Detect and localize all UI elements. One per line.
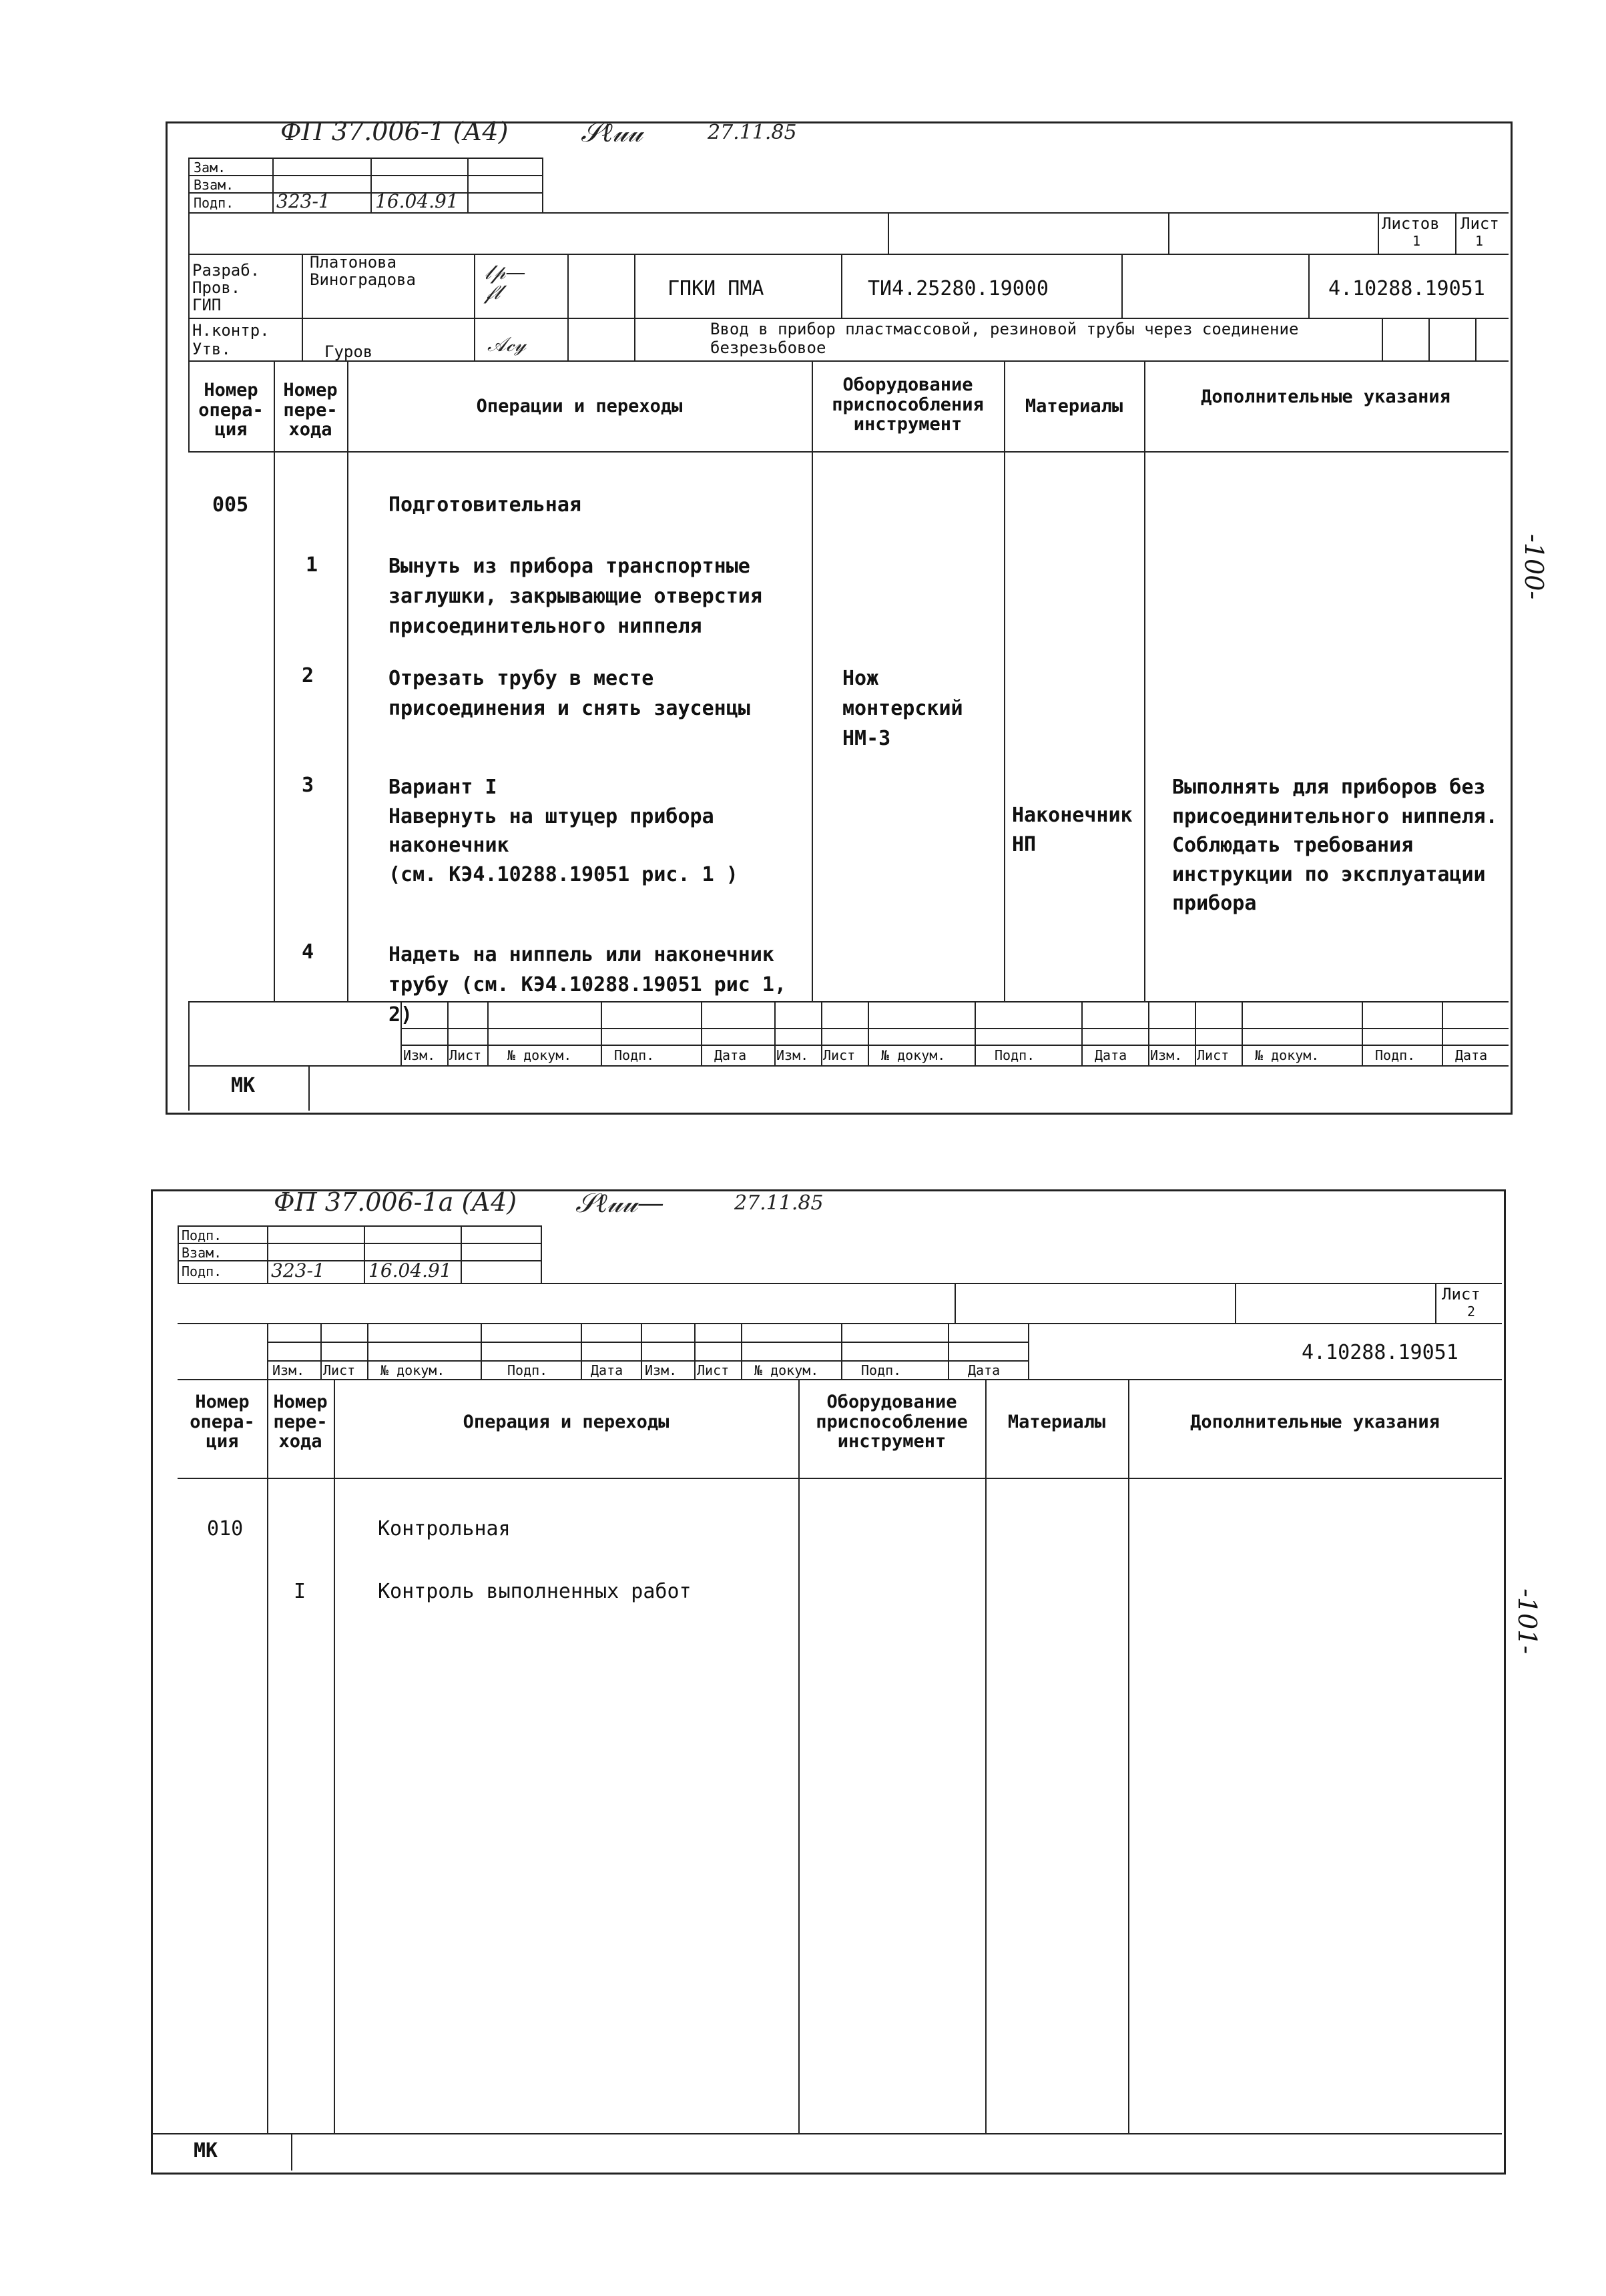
footer-col: Дата <box>968 1362 1001 1378</box>
designation: 4.10288.19051 <box>1302 1341 1458 1364</box>
footer-col: Дата <box>1455 1047 1488 1063</box>
footer-col: № докум. <box>507 1047 572 1063</box>
step-number: 4 <box>302 940 314 964</box>
role-1: Разраб. <box>192 261 260 280</box>
signature: 𝒮ℓ𝓊𝓊 <box>581 117 643 148</box>
corner-row-1: Зам. <box>194 160 226 176</box>
col-equipment: Оборудование приспособления инструмент <box>832 374 984 435</box>
operation-name: Подготовительная <box>388 493 581 517</box>
operation-name: Контрольная <box>378 1517 511 1540</box>
corner-row-2: Взам. <box>182 1245 222 1261</box>
col-step-no: Номер пере-хода <box>283 380 338 441</box>
footer-col: Изм. <box>403 1047 436 1063</box>
col-notes: Дополнительные указания <box>1201 386 1450 407</box>
corner-row-2: Взам. <box>194 177 234 193</box>
side-page-number: -101- <box>1513 1589 1542 1655</box>
mk-label: МК <box>194 2139 218 2163</box>
footer-col: Лист <box>449 1047 482 1063</box>
step-text: Надеть на ниппель или наконечник трубу (см. КЭ4.10288.19051 рис 1, 2) <box>388 943 787 1027</box>
footer-col: Подп. <box>614 1047 655 1063</box>
footer-col: Дата <box>591 1362 623 1378</box>
signature-1: 𝓁𝓅— <box>485 261 526 284</box>
form-code: ФП 37.006-1 (А4) <box>280 117 509 146</box>
footer-col: Изм. <box>776 1047 809 1063</box>
footer-col: № докум. <box>380 1362 445 1378</box>
organization: ГПКИ ПМА <box>667 277 764 300</box>
col-step-no: Номер пере-хода <box>273 1392 328 1452</box>
name-5: Гуров <box>324 342 373 361</box>
footer-col: № докум. <box>881 1047 946 1063</box>
footer-col: Лист <box>697 1362 730 1378</box>
footer-col: Подп. <box>995 1047 1035 1063</box>
step-text: Вариант I Навернуть на штуцер прибора наконечник (см. КЭ4.10288.19051 рис. 1 ) <box>388 776 738 886</box>
footer-col: Лист <box>323 1362 356 1378</box>
footer-col: Лист <box>823 1047 856 1063</box>
col-operations: Операция и переходы <box>463 1412 670 1432</box>
role-3: ГИП <box>192 296 222 314</box>
step-number: I <box>294 1580 306 1603</box>
col-materials: Материалы <box>1025 396 1123 416</box>
sheet-frame <box>151 1189 1506 2175</box>
footer-col: Изм. <box>645 1362 678 1378</box>
role-5: Утв. <box>192 340 231 358</box>
corner-row-3: Подп. <box>194 195 234 211</box>
document-title: Ввод в прибор пластмассовой, резиновой трубы через соединение безрезьбовое <box>710 320 1299 357</box>
step-material: Наконечник НП <box>1012 804 1133 856</box>
step-text: Контроль выполненных работ <box>378 1580 692 1603</box>
footer-col: Подп. <box>1375 1047 1416 1063</box>
corner-row-1: Подп. <box>182 1227 222 1243</box>
footer-col: Дата <box>1095 1047 1127 1063</box>
col-notes: Дополнительные указания <box>1190 1412 1440 1432</box>
inv-date: 16.04.91 <box>368 1259 452 1281</box>
sheet-label: Лист <box>1442 1285 1481 1304</box>
step-number: 1 <box>306 553 318 577</box>
sheets-label: Листов <box>1382 214 1440 233</box>
signature-date: 27.11.85 <box>734 1191 824 1215</box>
role-4: Н.контр. <box>192 321 270 340</box>
mk-label: МК <box>231 1074 256 1097</box>
signature-5: 𝒜𝒸𝓎 <box>487 333 526 356</box>
footer-col: № докум. <box>754 1362 819 1378</box>
name-2: Виноградова <box>310 270 416 289</box>
step-number: 2 <box>302 664 314 687</box>
form-code: ФП 37.006-1а (А4) <box>274 1187 517 1217</box>
corner-row-3: Подп. <box>182 1263 222 1279</box>
role-2: Пров. <box>192 278 241 297</box>
inv-number: 323-1 <box>271 1259 325 1281</box>
sheet-number: 2 <box>1467 1304 1476 1320</box>
footer-col: Подп. <box>861 1362 902 1378</box>
sheet-number: 1 <box>1475 233 1484 249</box>
side-page-number: -100- <box>1519 534 1549 600</box>
step-text: Отрезать трубу в месте присоединения и снять заусенцы <box>388 667 750 720</box>
footer-col: Дата <box>714 1047 747 1063</box>
signature-2: 𝒻𝓁 <box>485 281 501 304</box>
operation-number: 005 <box>212 493 249 517</box>
col-operation-no: Номер опера-ция <box>198 380 264 441</box>
operation-number: 010 <box>207 1517 244 1540</box>
document-code: ТИ4.25280.19000 <box>868 277 1049 300</box>
name-1: Платонова <box>310 253 397 272</box>
step-number: 3 <box>302 774 314 797</box>
signature: 𝒮ℓ𝓊𝓊— <box>575 1188 664 1219</box>
step-notes: Выполнять для приборов без присоединительного ниппеля. Соблюдать требования инструкции по эксплуатации прибора <box>1172 776 1498 915</box>
col-equipment: Оборудование приспособление инструмент <box>816 1392 968 1452</box>
inv-date: 16.04.91 <box>375 190 459 212</box>
footer-col: № докум. <box>1255 1047 1320 1063</box>
sheets-count: 1 <box>1412 233 1421 249</box>
step-text: Вынуть из прибора транспортные заглушки, закрывающие отверстия присоединительного ниппеля <box>388 555 762 638</box>
col-materials: Материалы <box>1007 1412 1106 1432</box>
col-operations: Операции и переходы <box>476 396 683 416</box>
designation: 4.10288.19051 <box>1328 277 1485 300</box>
inv-number: 323-1 <box>276 190 330 212</box>
footer-col: Изм. <box>1150 1047 1183 1063</box>
signature-date: 27.11.85 <box>708 121 797 144</box>
footer-col: Изм. <box>272 1362 305 1378</box>
sheet-label: Лист <box>1460 214 1499 233</box>
footer-col: Подп. <box>507 1362 548 1378</box>
col-operation-no: Номер опера-ция <box>190 1392 255 1452</box>
step-equipment: Нож монтерский НМ-3 <box>842 667 963 750</box>
footer-col: Лист <box>1197 1047 1230 1063</box>
